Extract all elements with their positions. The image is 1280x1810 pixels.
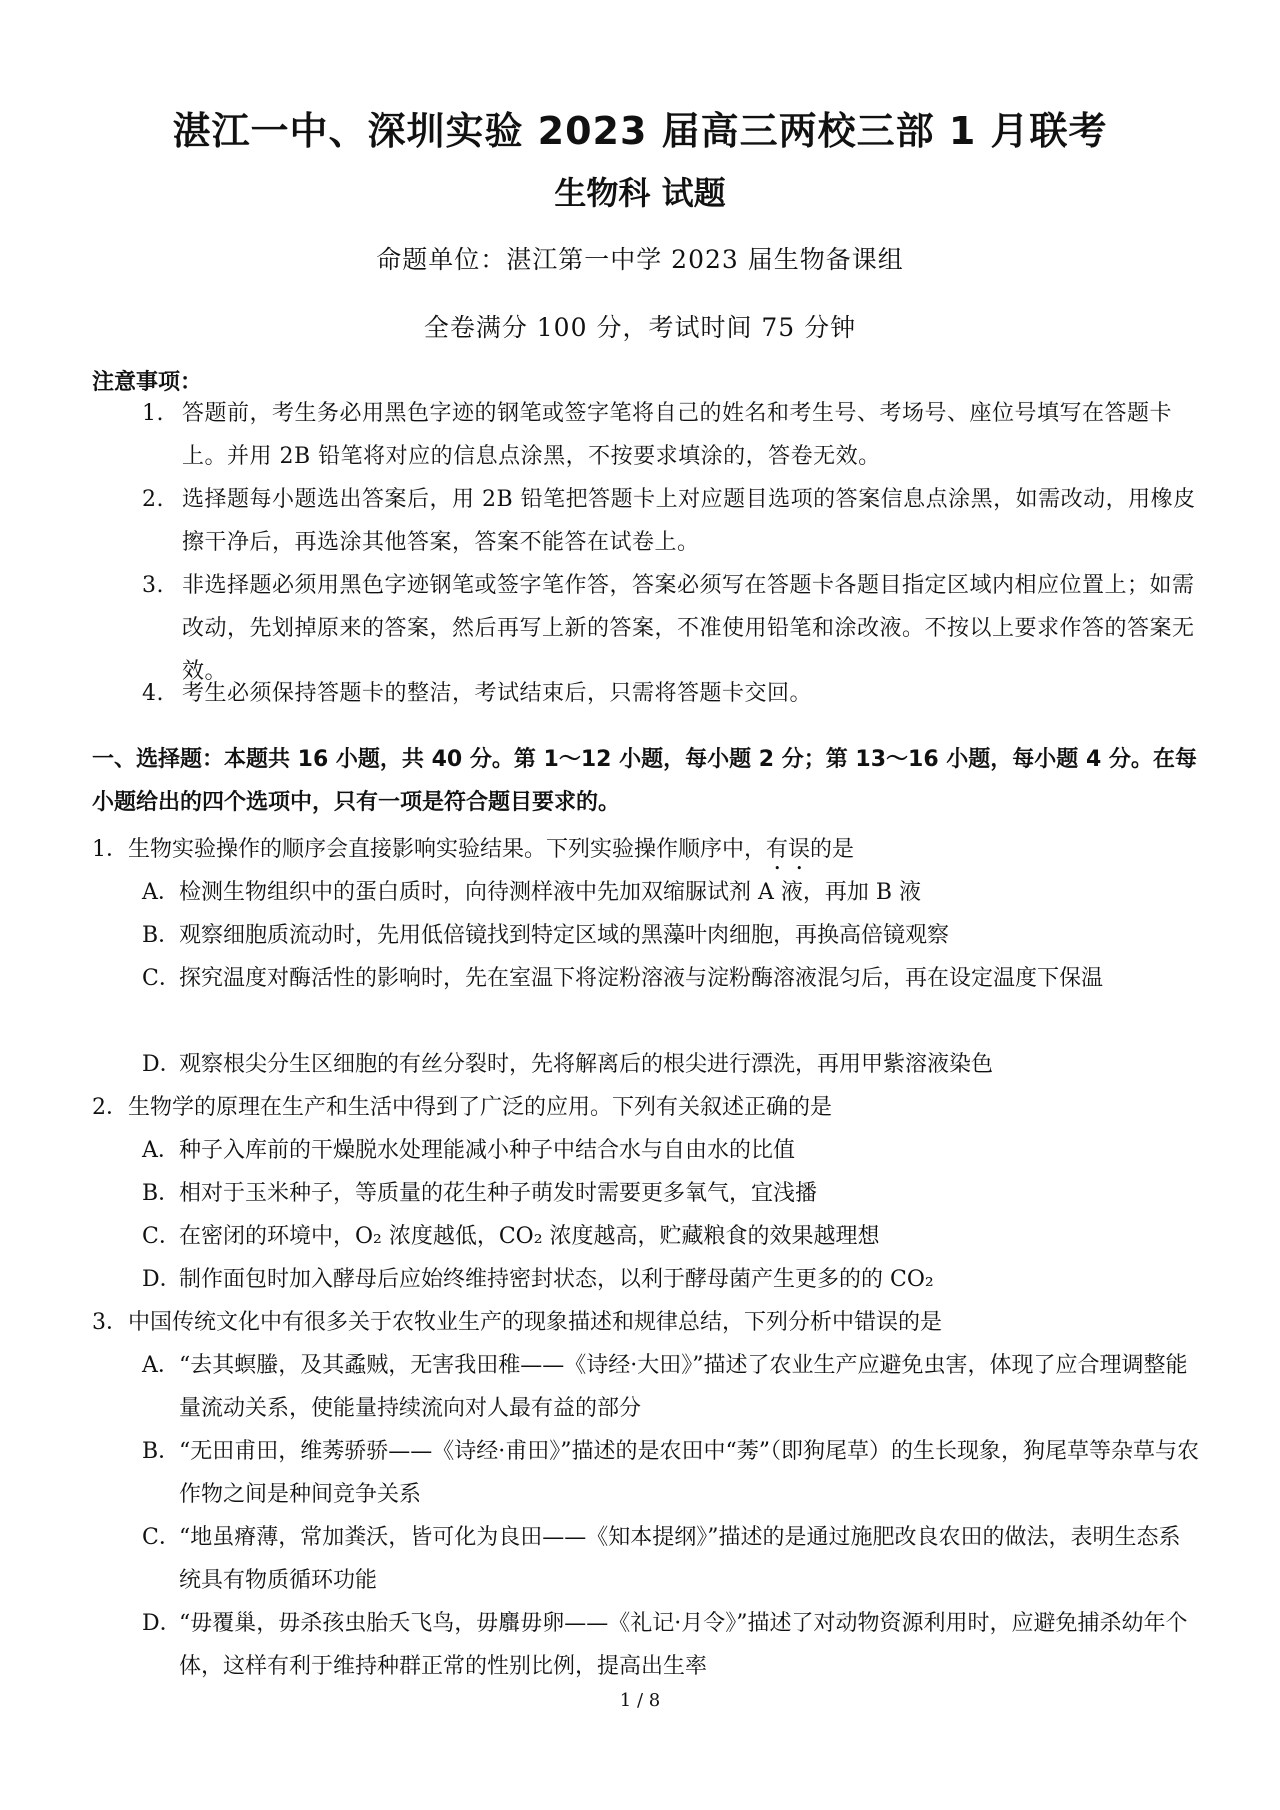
note-item bbox=[142, 478, 1202, 564]
answer-option bbox=[142, 1430, 1202, 1516]
note-number: 3. bbox=[142, 573, 164, 598]
option-text: “毋覆巢，毋杀孩虫胎夭飞鸟，毋麛毋卵——《礼记·月令》”描述了对动物资源利用时，应避免捕杀幼年个体，这样有利于维持种群正常的性别比例，提高出生率 bbox=[179, 1611, 1188, 1679]
option-letter: D． bbox=[142, 1052, 182, 1077]
note-number: 1. bbox=[142, 401, 164, 426]
note-number: 4. bbox=[142, 681, 164, 706]
option-text: 相对于玉米种子，等质量的花生种子萌发时需要更多氧气，宜浅播 bbox=[179, 1181, 818, 1206]
option-text: 探究温度对酶活性的影响时，先在室温下将淀粉溶液与淀粉酶溶液混匀后，再在设定温度下保温 bbox=[179, 966, 1104, 991]
option-text: 检测生物组织中的蛋白质时，向待测样液中先加双缩脲试剂 A 液，再加 B 液 bbox=[179, 880, 922, 905]
answer-option bbox=[142, 1344, 1202, 1430]
question-stem: 2．生物学的原理在生产和生活中得到了广泛的应用。下列有关叙述正确的是 bbox=[92, 1095, 832, 1120]
option-letter: C． bbox=[142, 1525, 181, 1550]
option-letter: A． bbox=[142, 1353, 180, 1378]
note-text: 非选择题必须用黑色字迹钢笔或签字笔作答，答案必须写在答题卡各题目指定区域内相应位置上；如需改动，先划掉原来的答案，然后再写上新的答案，不准使用铅笔和涂改液。不按以上要求作答的答案无效。 bbox=[182, 573, 1195, 684]
option-text: 在密闭的环境中，O₂ 浓度越低，CO₂ 浓度越高，贮藏粮食的效果越理想 bbox=[179, 1224, 880, 1249]
option-letter: C． bbox=[142, 966, 181, 991]
option-text: 制作面包时加入酵母后应始终维持密封状态，以利于酵母菌产生更多的的 CO₂ bbox=[179, 1267, 934, 1292]
exam-title: 湛江一中、深圳实验 2023 届高三两校三部 1 月联考 bbox=[172, 109, 1108, 153]
note-item bbox=[142, 672, 1202, 715]
option-text: “地虽瘠薄，常加粪沃，皆可化为良田——《知本提纲》”描述的是通过施肥改良农田的做法，表明生态系统具有物质循环功能 bbox=[179, 1525, 1181, 1593]
note-number: 2. bbox=[142, 487, 164, 512]
option-text: “无田甫田，维莠骄骄——《诗经·甫田》”描述的是农田中“莠”（即狗尾草）的生长现象，狗尾草等杂草与农作物之间是种间竞争关系 bbox=[179, 1439, 1199, 1507]
emphasis-text: 有误 bbox=[766, 837, 811, 862]
note-text: 考生必须保持答题卡的整洁，考试结束后，只需将答题卡交回。 bbox=[182, 681, 813, 706]
answer-option bbox=[142, 957, 1202, 1000]
option-letter: D． bbox=[142, 1267, 182, 1292]
option-text: 种子入库前的干燥脱水处理能减小种子中结合水与自由水的比值 bbox=[179, 1138, 796, 1163]
answer-option bbox=[142, 1172, 1202, 1215]
answer-option bbox=[142, 1043, 1202, 1086]
page-number: 1 / 8 bbox=[619, 1690, 661, 1711]
notes-heading: 注意事项： bbox=[92, 370, 203, 395]
note-text: 选择题每小题选出答案后，用 2B 铅笔把答题卡上对应题目选项的答案信息点涂黑，如需改动，用橡皮擦干净后，再选涂其他答案，答案不能答在试卷上。 bbox=[182, 487, 1196, 555]
exam-subtitle: 生物科 试题 bbox=[554, 174, 726, 212]
note-text: 答题前，考生务必用黑色字迹的钢笔或签字笔将自己的姓名和考生号、考场号、座位号填写在答题卡上。并用 2B 铅笔将对应的信息点涂黑，不按要求填涂的，答卷无效。 bbox=[182, 401, 1173, 469]
answer-option bbox=[142, 1602, 1202, 1688]
answer-option bbox=[142, 1129, 1202, 1172]
authoring-unit: 命题单位：湛江第一中学 2023 届生物备课组 bbox=[376, 245, 904, 274]
question-stem bbox=[92, 828, 1202, 875]
question-stem: 3．中国传统文化中有很多关于农牧业生产的现象描述和规律总结，下列分析中错误的是 bbox=[92, 1310, 942, 1335]
option-letter: D． bbox=[142, 1611, 182, 1636]
section-heading: 一、选择题：本题共 16 小题，共 40 分。第 1～12 小题，每小题 2 分；第 13～16 小题，每小题 4 分。在每小题给出的四个选项中，只有一项是符合题目要求的。 bbox=[92, 747, 1197, 815]
answer-option bbox=[142, 1215, 1202, 1258]
answer-option bbox=[142, 914, 1202, 957]
note-item bbox=[142, 392, 1202, 478]
option-text: 观察细胞质流动时，先用低倍镜找到特定区域的黑藻叶肉细胞，再换高倍镜观察 bbox=[179, 923, 950, 948]
question-stem-text: 的是 bbox=[810, 837, 855, 862]
option-text: 观察根尖分生区细胞的有丝分裂时，先将解离后的根尖进行漂洗，再用甲紫溶液染色 bbox=[179, 1052, 994, 1077]
option-letter: A． bbox=[142, 880, 180, 905]
option-letter: B． bbox=[142, 923, 181, 948]
option-letter: C． bbox=[142, 1224, 181, 1249]
question-stem-text: 1．生物实验操作的顺序会直接影响实验结果。下列实验操作顺序中， bbox=[92, 837, 766, 862]
option-text: “去其螟螣，及其蟊贼，无害我田稚——《诗经·大田》”描述了农业生产应避免虫害，体现了应合理调整能量流动关系，使能量持续流向对人最有益的部分 bbox=[179, 1353, 1188, 1421]
option-letter: B． bbox=[142, 1181, 181, 1206]
option-letter: A． bbox=[142, 1138, 180, 1163]
answer-option bbox=[142, 1258, 1202, 1301]
score-and-time: 全卷满分 100 分，考试时间 75 分钟 bbox=[423, 313, 857, 342]
answer-option bbox=[142, 1516, 1202, 1602]
option-letter: B． bbox=[142, 1439, 181, 1464]
answer-option bbox=[142, 871, 1202, 914]
